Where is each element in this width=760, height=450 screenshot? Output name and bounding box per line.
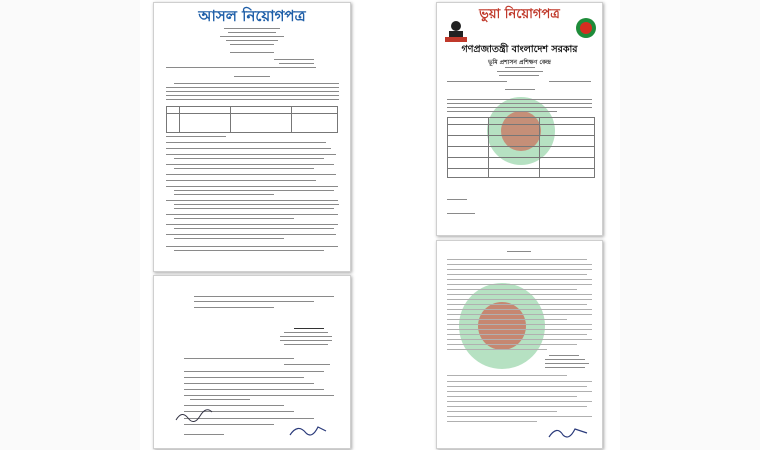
real-letter-table xyxy=(166,106,338,133)
portrait-logo-icon xyxy=(445,19,467,43)
signature-scribble-2 xyxy=(288,421,328,441)
signature-scribble xyxy=(174,408,214,424)
fake-letter-office-line: ভূমি প্রশাসন প্রশিক্ষণ কেন্দ্র xyxy=(488,59,551,66)
fake-letter-table xyxy=(447,117,595,178)
real-letter-page-2 xyxy=(153,275,351,449)
fake-letter-page-2 xyxy=(436,240,603,449)
fake-letter-govt-heading: গণপ্রজাতন্ত্রী বাংলাদেশ সরকার xyxy=(461,44,578,55)
real-letter-title: আসল নিয়োগপত্র xyxy=(198,7,306,25)
fake-letter-title: ভুয়া নিয়োগপত্র xyxy=(479,7,560,22)
background-right-margin xyxy=(620,0,760,450)
govt-emblem-icon xyxy=(575,17,597,39)
fake-letter-page-1 xyxy=(436,2,603,236)
fake-signature-scribble xyxy=(547,421,591,441)
real-letter-page-1 xyxy=(153,2,351,272)
background-left-margin xyxy=(0,0,140,450)
